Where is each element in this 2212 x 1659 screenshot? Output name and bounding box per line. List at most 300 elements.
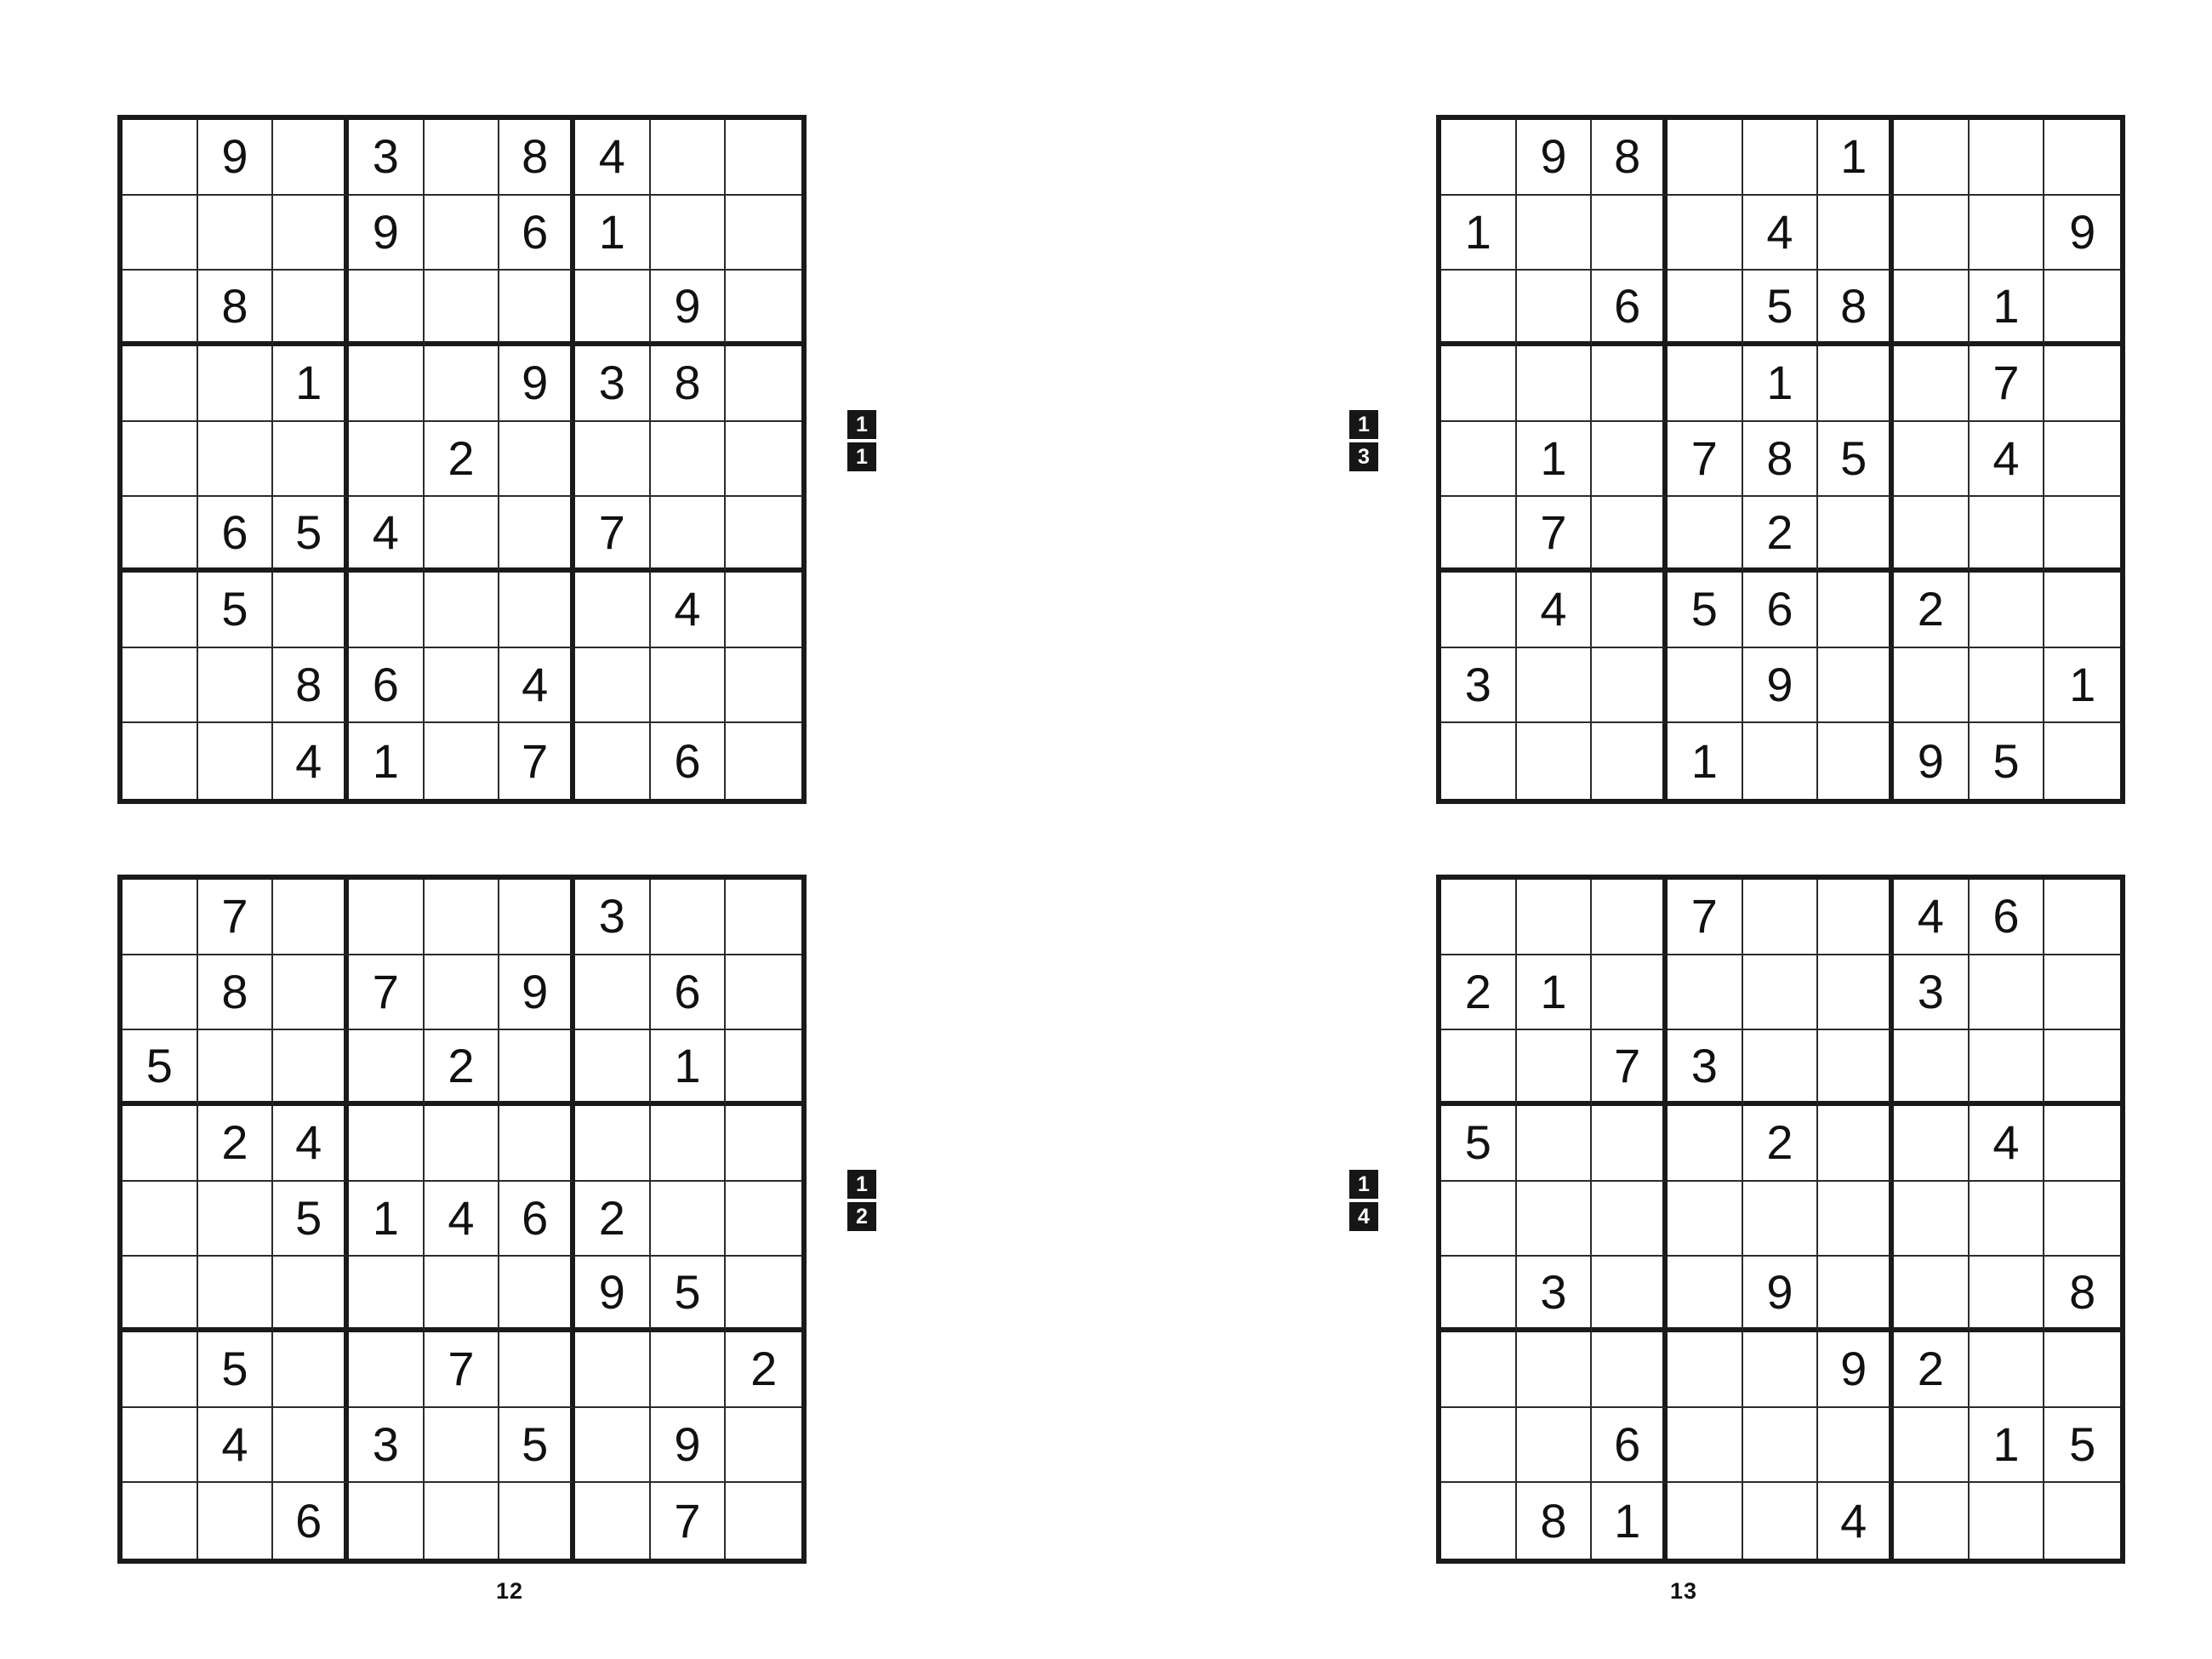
sudoku-empty-cell[interactable] <box>2044 1483 2120 1559</box>
sudoku-empty-cell[interactable] <box>349 1030 425 1106</box>
sudoku-empty-cell[interactable] <box>349 1332 425 1408</box>
sudoku-empty-cell[interactable] <box>1668 120 1743 196</box>
sudoku-empty-cell[interactable] <box>651 880 727 955</box>
sudoku-empty-cell[interactable] <box>726 1483 801 1559</box>
sudoku-given-cell[interactable]: 2 <box>726 1332 801 1408</box>
sudoku-empty-cell[interactable] <box>2044 723 2120 799</box>
sudoku-empty-cell[interactable] <box>123 1483 198 1559</box>
sudoku-given-cell[interactable]: 4 <box>651 573 727 648</box>
sudoku-empty-cell[interactable] <box>349 271 425 346</box>
sudoku-given-cell[interactable]: 6 <box>1592 1408 1668 1484</box>
sudoku-empty-cell[interactable] <box>1517 271 1593 346</box>
sudoku-given-cell[interactable]: 5 <box>123 1030 198 1106</box>
sudoku-given-cell[interactable]: 5 <box>499 1408 575 1484</box>
sudoku-empty-cell[interactable] <box>2044 497 2120 573</box>
sudoku-empty-cell[interactable] <box>2044 120 2120 196</box>
sudoku-empty-cell[interactable] <box>1592 573 1668 648</box>
sudoku-empty-cell[interactable] <box>2044 1182 2120 1257</box>
sudoku-given-cell[interactable]: 7 <box>425 1332 500 1408</box>
sudoku-empty-cell[interactable] <box>726 1030 801 1106</box>
sudoku-given-cell[interactable]: 3 <box>1894 955 1970 1031</box>
sudoku-grid-12[interactable] <box>117 875 807 1564</box>
sudoku-given-cell[interactable]: 7 <box>349 955 425 1031</box>
sudoku-empty-cell[interactable] <box>726 497 801 573</box>
sudoku-empty-cell[interactable] <box>651 497 727 573</box>
sudoku-empty-cell[interactable] <box>123 573 198 648</box>
sudoku-empty-cell[interactable] <box>273 1408 349 1484</box>
sudoku-empty-cell[interactable] <box>499 880 575 955</box>
sudoku-empty-cell[interactable] <box>1818 196 1894 271</box>
sudoku-given-cell[interactable]: 3 <box>1441 648 1517 724</box>
sudoku-empty-cell[interactable] <box>1441 1257 1517 1332</box>
sudoku-empty-cell[interactable] <box>425 1408 500 1484</box>
sudoku-given-cell[interactable]: 9 <box>651 1408 727 1484</box>
sudoku-empty-cell[interactable] <box>1894 120 1970 196</box>
sudoku-empty-cell[interactable] <box>1517 1408 1593 1484</box>
sudoku-given-cell[interactable]: 5 <box>1743 271 1819 346</box>
sudoku-empty-cell[interactable] <box>1441 1182 1517 1257</box>
sudoku-given-cell[interactable]: 1 <box>1517 955 1593 1031</box>
sudoku-empty-cell[interactable] <box>1592 497 1668 573</box>
sudoku-given-cell[interactable]: 5 <box>1818 422 1894 498</box>
sudoku-grid-13[interactable] <box>1436 115 2125 804</box>
sudoku-empty-cell[interactable] <box>1592 955 1668 1031</box>
sudoku-given-cell[interactable]: 6 <box>1592 271 1668 346</box>
sudoku-empty-cell[interactable] <box>1818 648 1894 724</box>
sudoku-given-cell[interactable]: 8 <box>273 648 349 724</box>
sudoku-given-cell[interactable]: 1 <box>1668 723 1743 799</box>
sudoku-empty-cell[interactable] <box>1743 880 1819 955</box>
sudoku-empty-cell[interactable] <box>651 648 727 724</box>
sudoku-empty-cell[interactable] <box>1517 196 1593 271</box>
sudoku-empty-cell[interactable] <box>1970 1182 2045 1257</box>
sudoku-given-cell[interactable]: 2 <box>575 1182 651 1257</box>
sudoku-empty-cell[interactable] <box>349 346 425 422</box>
sudoku-empty-cell[interactable] <box>425 196 500 271</box>
sudoku-empty-cell[interactable] <box>2044 1030 2120 1106</box>
sudoku-empty-cell[interactable] <box>1517 880 1593 955</box>
sudoku-empty-cell[interactable] <box>123 346 198 422</box>
sudoku-empty-cell[interactable] <box>425 120 500 196</box>
sudoku-given-cell[interactable]: 1 <box>2044 648 2120 724</box>
sudoku-empty-cell[interactable] <box>1894 1483 1970 1559</box>
sudoku-empty-cell[interactable] <box>1592 723 1668 799</box>
sudoku-empty-cell[interactable] <box>1441 573 1517 648</box>
sudoku-empty-cell[interactable] <box>123 271 198 346</box>
sudoku-empty-cell[interactable] <box>1970 196 2045 271</box>
sudoku-given-cell[interactable]: 8 <box>1592 120 1668 196</box>
sudoku-given-cell[interactable]: 3 <box>575 880 651 955</box>
sudoku-empty-cell[interactable] <box>273 955 349 1031</box>
sudoku-given-cell[interactable]: 1 <box>1517 422 1593 498</box>
sudoku-given-cell[interactable]: 4 <box>198 1408 274 1484</box>
sudoku-empty-cell[interactable] <box>198 1030 274 1106</box>
sudoku-empty-cell[interactable] <box>1743 120 1819 196</box>
sudoku-empty-cell[interactable] <box>123 422 198 498</box>
sudoku-given-cell[interactable]: 2 <box>1743 497 1819 573</box>
sudoku-given-cell[interactable]: 5 <box>273 497 349 573</box>
sudoku-empty-cell[interactable] <box>1668 1106 1743 1182</box>
sudoku-empty-cell[interactable] <box>1441 723 1517 799</box>
sudoku-empty-cell[interactable] <box>123 497 198 573</box>
sudoku-empty-cell[interactable] <box>1818 1182 1894 1257</box>
sudoku-empty-cell[interactable] <box>1668 346 1743 422</box>
sudoku-given-cell[interactable]: 8 <box>1743 422 1819 498</box>
sudoku-empty-cell[interactable] <box>499 422 575 498</box>
sudoku-given-cell[interactable]: 7 <box>651 1483 727 1559</box>
sudoku-empty-cell[interactable] <box>123 1332 198 1408</box>
sudoku-empty-cell[interactable] <box>123 723 198 799</box>
sudoku-given-cell[interactable]: 5 <box>2044 1408 2120 1484</box>
sudoku-given-cell[interactable]: 6 <box>651 955 727 1031</box>
sudoku-empty-cell[interactable] <box>349 422 425 498</box>
sudoku-empty-cell[interactable] <box>575 1483 651 1559</box>
sudoku-empty-cell[interactable] <box>425 1483 500 1559</box>
sudoku-empty-cell[interactable] <box>1743 723 1819 799</box>
sudoku-empty-cell[interactable] <box>1818 1106 1894 1182</box>
sudoku-given-cell[interactable]: 7 <box>499 723 575 799</box>
sudoku-given-cell[interactable]: 1 <box>1970 1408 2045 1484</box>
sudoku-empty-cell[interactable] <box>726 422 801 498</box>
sudoku-empty-cell[interactable] <box>1668 1332 1743 1408</box>
sudoku-empty-cell[interactable] <box>1894 1182 1970 1257</box>
sudoku-empty-cell[interactable] <box>1668 1408 1743 1484</box>
sudoku-given-cell[interactable]: 1 <box>651 1030 727 1106</box>
sudoku-empty-cell[interactable] <box>726 723 801 799</box>
sudoku-empty-cell[interactable] <box>1894 497 1970 573</box>
sudoku-given-cell[interactable]: 8 <box>1818 271 1894 346</box>
sudoku-given-cell[interactable]: 8 <box>198 271 274 346</box>
sudoku-empty-cell[interactable] <box>123 1257 198 1332</box>
sudoku-grid-11[interactable] <box>117 115 807 804</box>
sudoku-empty-cell[interactable] <box>726 955 801 1031</box>
sudoku-empty-cell[interactable] <box>575 271 651 346</box>
sudoku-empty-cell[interactable] <box>1441 271 1517 346</box>
sudoku-empty-cell[interactable] <box>1517 723 1593 799</box>
sudoku-empty-cell[interactable] <box>1743 1182 1819 1257</box>
sudoku-given-cell[interactable]: 7 <box>1668 422 1743 498</box>
sudoku-empty-cell[interactable] <box>425 1106 500 1182</box>
sudoku-empty-cell[interactable] <box>575 1030 651 1106</box>
sudoku-given-cell[interactable]: 5 <box>1668 573 1743 648</box>
sudoku-empty-cell[interactable] <box>1441 346 1517 422</box>
sudoku-given-cell[interactable]: 9 <box>499 346 575 422</box>
sudoku-empty-cell[interactable] <box>499 271 575 346</box>
sudoku-empty-cell[interactable] <box>1894 271 1970 346</box>
sudoku-empty-cell[interactable] <box>1441 1030 1517 1106</box>
sudoku-empty-cell[interactable] <box>1743 1030 1819 1106</box>
sudoku-empty-cell[interactable] <box>273 1332 349 1408</box>
sudoku-empty-cell[interactable] <box>123 120 198 196</box>
sudoku-given-cell[interactable]: 1 <box>273 346 349 422</box>
sudoku-empty-cell[interactable] <box>2044 346 2120 422</box>
sudoku-empty-cell[interactable] <box>123 1182 198 1257</box>
sudoku-empty-cell[interactable] <box>575 573 651 648</box>
sudoku-given-cell[interactable]: 7 <box>1668 880 1743 955</box>
sudoku-empty-cell[interactable] <box>1894 1030 1970 1106</box>
sudoku-empty-cell[interactable] <box>1970 648 2045 724</box>
sudoku-empty-cell[interactable] <box>2044 271 2120 346</box>
sudoku-given-cell[interactable]: 4 <box>1517 573 1593 648</box>
sudoku-empty-cell[interactable] <box>198 1182 274 1257</box>
sudoku-given-cell[interactable]: 1 <box>349 723 425 799</box>
sudoku-empty-cell[interactable] <box>1668 1483 1743 1559</box>
sudoku-empty-cell[interactable] <box>726 346 801 422</box>
sudoku-given-cell[interactable]: 4 <box>1818 1483 1894 1559</box>
sudoku-empty-cell[interactable] <box>198 648 274 724</box>
sudoku-empty-cell[interactable] <box>2044 1106 2120 1182</box>
sudoku-given-cell[interactable]: 5 <box>1441 1106 1517 1182</box>
sudoku-empty-cell[interactable] <box>198 422 274 498</box>
sudoku-empty-cell[interactable] <box>123 1106 198 1182</box>
sudoku-empty-cell[interactable] <box>273 271 349 346</box>
sudoku-empty-cell[interactable] <box>1517 1030 1593 1106</box>
sudoku-empty-cell[interactable] <box>1818 497 1894 573</box>
sudoku-empty-cell[interactable] <box>726 1182 801 1257</box>
sudoku-empty-cell[interactable] <box>1970 120 2045 196</box>
sudoku-given-cell[interactable]: 6 <box>273 1483 349 1559</box>
sudoku-empty-cell[interactable] <box>349 1483 425 1559</box>
sudoku-empty-cell[interactable] <box>1517 346 1593 422</box>
sudoku-empty-cell[interactable] <box>499 497 575 573</box>
sudoku-empty-cell[interactable] <box>198 346 274 422</box>
sudoku-empty-cell[interactable] <box>1592 1182 1668 1257</box>
sudoku-empty-cell[interactable] <box>499 1332 575 1408</box>
sudoku-given-cell[interactable]: 7 <box>1517 497 1593 573</box>
sudoku-given-cell[interactable]: 9 <box>2044 196 2120 271</box>
sudoku-empty-cell[interactable] <box>575 648 651 724</box>
sudoku-empty-cell[interactable] <box>1441 422 1517 498</box>
sudoku-given-cell[interactable]: 4 <box>1894 880 1970 955</box>
sudoku-empty-cell[interactable] <box>1668 648 1743 724</box>
sudoku-empty-cell[interactable] <box>1970 1332 2045 1408</box>
sudoku-empty-cell[interactable] <box>1894 1408 1970 1484</box>
sudoku-given-cell[interactable]: 6 <box>198 497 274 573</box>
sudoku-given-cell[interactable]: 2 <box>1441 955 1517 1031</box>
sudoku-given-cell[interactable]: 1 <box>575 196 651 271</box>
sudoku-given-cell[interactable]: 8 <box>1517 1483 1593 1559</box>
sudoku-given-cell[interactable]: 4 <box>349 497 425 573</box>
sudoku-given-cell[interactable]: 7 <box>1592 1030 1668 1106</box>
sudoku-given-cell[interactable]: 4 <box>1970 1106 2045 1182</box>
sudoku-empty-cell[interactable] <box>726 271 801 346</box>
sudoku-empty-cell[interactable] <box>1894 1106 1970 1182</box>
sudoku-empty-cell[interactable] <box>1441 1332 1517 1408</box>
sudoku-empty-cell[interactable] <box>425 573 500 648</box>
sudoku-given-cell[interactable]: 4 <box>575 120 651 196</box>
sudoku-empty-cell[interactable] <box>726 1408 801 1484</box>
sudoku-empty-cell[interactable] <box>1818 1408 1894 1484</box>
sudoku-given-cell[interactable]: 5 <box>198 573 274 648</box>
sudoku-empty-cell[interactable] <box>1818 880 1894 955</box>
sudoku-empty-cell[interactable] <box>651 120 727 196</box>
sudoku-empty-cell[interactable] <box>651 1182 727 1257</box>
sudoku-empty-cell[interactable] <box>123 1408 198 1484</box>
sudoku-empty-cell[interactable] <box>1894 1257 1970 1332</box>
sudoku-given-cell[interactable]: 9 <box>575 1257 651 1332</box>
sudoku-empty-cell[interactable] <box>198 1483 274 1559</box>
sudoku-empty-cell[interactable] <box>1592 648 1668 724</box>
sudoku-empty-cell[interactable] <box>1592 1257 1668 1332</box>
sudoku-empty-cell[interactable] <box>1592 880 1668 955</box>
sudoku-empty-cell[interactable] <box>2044 573 2120 648</box>
sudoku-given-cell[interactable]: 6 <box>651 723 727 799</box>
sudoku-given-cell[interactable]: 8 <box>651 346 727 422</box>
sudoku-empty-cell[interactable] <box>726 196 801 271</box>
sudoku-empty-cell[interactable] <box>726 120 801 196</box>
sudoku-given-cell[interactable]: 9 <box>651 271 727 346</box>
sudoku-empty-cell[interactable] <box>425 880 500 955</box>
sudoku-empty-cell[interactable] <box>425 1257 500 1332</box>
sudoku-given-cell[interactable]: 4 <box>1970 422 2045 498</box>
sudoku-empty-cell[interactable] <box>1894 196 1970 271</box>
sudoku-empty-cell[interactable] <box>1970 1483 2045 1559</box>
sudoku-empty-cell[interactable] <box>1668 497 1743 573</box>
sudoku-empty-cell[interactable] <box>1894 346 1970 422</box>
sudoku-given-cell[interactable]: 1 <box>1970 271 2045 346</box>
sudoku-given-cell[interactable]: 5 <box>1970 723 2045 799</box>
sudoku-empty-cell[interactable] <box>2044 422 2120 498</box>
sudoku-empty-cell[interactable] <box>1441 1483 1517 1559</box>
sudoku-empty-cell[interactable] <box>198 196 274 271</box>
sudoku-empty-cell[interactable] <box>1970 573 2045 648</box>
sudoku-empty-cell[interactable] <box>425 955 500 1031</box>
sudoku-given-cell[interactable]: 1 <box>1441 196 1517 271</box>
sudoku-empty-cell[interactable] <box>1592 346 1668 422</box>
sudoku-given-cell[interactable]: 1 <box>1743 346 1819 422</box>
sudoku-given-cell[interactable]: 6 <box>1970 880 2045 955</box>
sudoku-empty-cell[interactable] <box>1894 648 1970 724</box>
sudoku-given-cell[interactable]: 8 <box>2044 1257 2120 1332</box>
sudoku-given-cell[interactable]: 3 <box>349 120 425 196</box>
sudoku-empty-cell[interactable] <box>1894 422 1970 498</box>
sudoku-empty-cell[interactable] <box>1441 497 1517 573</box>
sudoku-given-cell[interactable]: 2 <box>198 1106 274 1182</box>
sudoku-empty-cell[interactable] <box>1818 1257 1894 1332</box>
sudoku-empty-cell[interactable] <box>1668 955 1743 1031</box>
sudoku-given-cell[interactable]: 6 <box>499 1182 575 1257</box>
sudoku-empty-cell[interactable] <box>499 1257 575 1332</box>
sudoku-empty-cell[interactable] <box>575 422 651 498</box>
sudoku-empty-cell[interactable] <box>1970 1257 2045 1332</box>
sudoku-empty-cell[interactable] <box>575 1408 651 1484</box>
sudoku-empty-cell[interactable] <box>1743 955 1819 1031</box>
sudoku-given-cell[interactable]: 3 <box>1517 1257 1593 1332</box>
sudoku-empty-cell[interactable] <box>349 1257 425 1332</box>
sudoku-empty-cell[interactable] <box>273 422 349 498</box>
sudoku-empty-cell[interactable] <box>1592 1106 1668 1182</box>
sudoku-empty-cell[interactable] <box>123 648 198 724</box>
sudoku-given-cell[interactable]: 7 <box>575 497 651 573</box>
sudoku-given-cell[interactable]: 9 <box>1818 1332 1894 1408</box>
sudoku-empty-cell[interactable] <box>273 196 349 271</box>
sudoku-empty-cell[interactable] <box>273 1030 349 1106</box>
sudoku-given-cell[interactable]: 1 <box>1818 120 1894 196</box>
sudoku-empty-cell[interactable] <box>198 1257 274 1332</box>
sudoku-empty-cell[interactable] <box>273 880 349 955</box>
sudoku-empty-cell[interactable] <box>1592 422 1668 498</box>
sudoku-empty-cell[interactable] <box>273 573 349 648</box>
sudoku-empty-cell[interactable] <box>1743 1332 1819 1408</box>
sudoku-given-cell[interactable]: 7 <box>198 880 274 955</box>
sudoku-empty-cell[interactable] <box>425 648 500 724</box>
sudoku-given-cell[interactable]: 2 <box>1894 1332 1970 1408</box>
sudoku-empty-cell[interactable] <box>499 1030 575 1106</box>
sudoku-empty-cell[interactable] <box>198 723 274 799</box>
sudoku-empty-cell[interactable] <box>1441 880 1517 955</box>
sudoku-empty-cell[interactable] <box>2044 880 2120 955</box>
sudoku-empty-cell[interactable] <box>425 497 500 573</box>
sudoku-empty-cell[interactable] <box>1668 271 1743 346</box>
sudoku-empty-cell[interactable] <box>349 1106 425 1182</box>
sudoku-empty-cell[interactable] <box>1818 955 1894 1031</box>
sudoku-empty-cell[interactable] <box>1668 1257 1743 1332</box>
sudoku-empty-cell[interactable] <box>726 1106 801 1182</box>
sudoku-given-cell[interactable]: 4 <box>1743 196 1819 271</box>
sudoku-empty-cell[interactable] <box>123 955 198 1031</box>
sudoku-empty-cell[interactable] <box>1517 1332 1593 1408</box>
sudoku-given-cell[interactable]: 3 <box>349 1408 425 1484</box>
sudoku-empty-cell[interactable] <box>273 1257 349 1332</box>
sudoku-empty-cell[interactable] <box>1970 497 2045 573</box>
sudoku-given-cell[interactable]: 2 <box>1743 1106 1819 1182</box>
sudoku-empty-cell[interactable] <box>349 880 425 955</box>
sudoku-empty-cell[interactable] <box>575 955 651 1031</box>
sudoku-empty-cell[interactable] <box>651 1106 727 1182</box>
sudoku-given-cell[interactable]: 1 <box>1592 1483 1668 1559</box>
sudoku-empty-cell[interactable] <box>1592 196 1668 271</box>
sudoku-given-cell[interactable]: 8 <box>198 955 274 1031</box>
sudoku-empty-cell[interactable] <box>1970 955 2045 1031</box>
sudoku-given-cell[interactable]: 7 <box>1970 346 2045 422</box>
sudoku-empty-cell[interactable] <box>1668 196 1743 271</box>
sudoku-empty-cell[interactable] <box>726 648 801 724</box>
sudoku-given-cell[interactable]: 6 <box>1743 573 1819 648</box>
sudoku-empty-cell[interactable] <box>499 1483 575 1559</box>
sudoku-empty-cell[interactable] <box>1818 346 1894 422</box>
sudoku-given-cell[interactable]: 9 <box>198 120 274 196</box>
sudoku-given-cell[interactable]: 3 <box>575 346 651 422</box>
sudoku-empty-cell[interactable] <box>349 573 425 648</box>
sudoku-empty-cell[interactable] <box>575 1106 651 1182</box>
sudoku-empty-cell[interactable] <box>651 1332 727 1408</box>
sudoku-empty-cell[interactable] <box>1517 1106 1593 1182</box>
sudoku-empty-cell[interactable] <box>726 573 801 648</box>
sudoku-empty-cell[interactable] <box>499 1106 575 1182</box>
sudoku-empty-cell[interactable] <box>575 723 651 799</box>
sudoku-given-cell[interactable]: 5 <box>198 1332 274 1408</box>
sudoku-empty-cell[interactable] <box>1743 1408 1819 1484</box>
sudoku-empty-cell[interactable] <box>575 1332 651 1408</box>
sudoku-empty-cell[interactable] <box>425 346 500 422</box>
sudoku-empty-cell[interactable] <box>1592 1332 1668 1408</box>
sudoku-given-cell[interactable]: 9 <box>1743 648 1819 724</box>
sudoku-given-cell[interactable]: 6 <box>499 196 575 271</box>
sudoku-empty-cell[interactable] <box>2044 1332 2120 1408</box>
sudoku-given-cell[interactable]: 9 <box>1894 723 1970 799</box>
sudoku-given-cell[interactable]: 9 <box>1743 1257 1819 1332</box>
sudoku-empty-cell[interactable] <box>1517 648 1593 724</box>
sudoku-empty-cell[interactable] <box>651 196 727 271</box>
sudoku-given-cell[interactable]: 9 <box>1517 120 1593 196</box>
sudoku-empty-cell[interactable] <box>1818 723 1894 799</box>
sudoku-empty-cell[interactable] <box>1970 1030 2045 1106</box>
sudoku-empty-cell[interactable] <box>1818 573 1894 648</box>
sudoku-empty-cell[interactable] <box>425 271 500 346</box>
sudoku-given-cell[interactable]: 5 <box>273 1182 349 1257</box>
sudoku-empty-cell[interactable] <box>1668 1182 1743 1257</box>
sudoku-given-cell[interactable]: 9 <box>349 196 425 271</box>
